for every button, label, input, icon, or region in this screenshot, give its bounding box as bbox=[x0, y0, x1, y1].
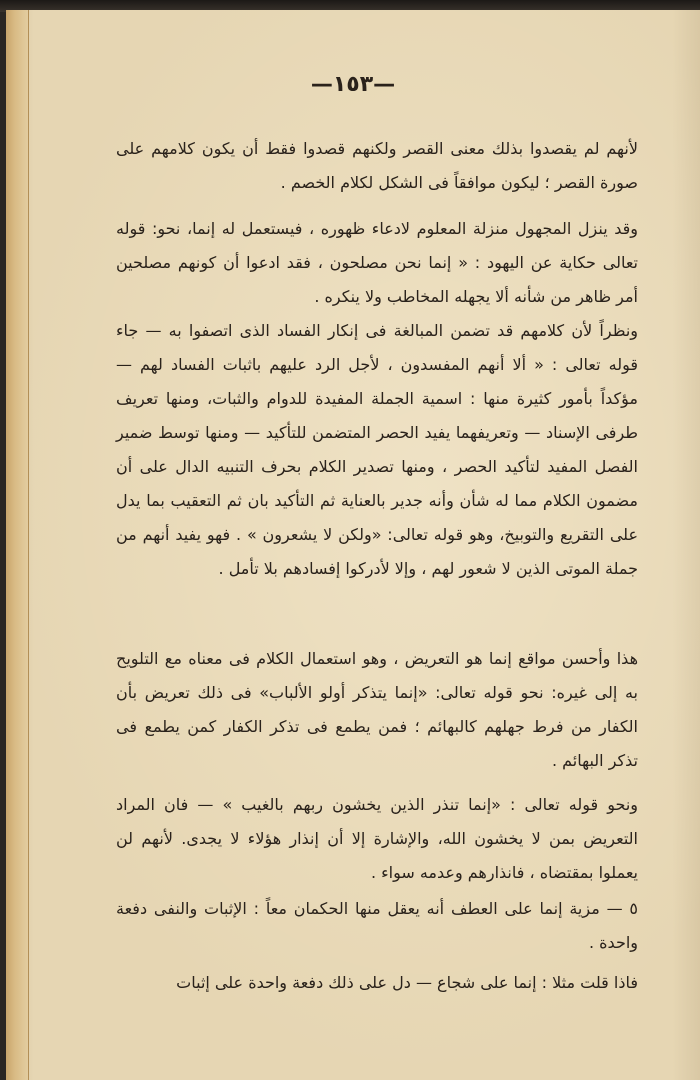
page-number: —١٥٣— bbox=[310, 72, 396, 97]
paragraph-1: لأنهم لم يقصدوا بذلك معنى القصر ولكنهم قصدوا فقط أن يكون كلامهم على صورة القصر ؛ ليكون موافقاً فى الشكل لكلام الخصم . bbox=[116, 139, 638, 192]
book-binding-edge bbox=[6, 10, 29, 1080]
paragraph-5: ونحو قوله تعالى : «إنما تنذر الذين يخشون ربهم بالغيب » — فان المراد التعريض بمن لا يخشون الله، والإشارة إلا أن إنذار هؤلاء لا يجدى. لأنهم لن يعملوا بمقتضاه ، فانذارهم وعدمه سواء . bbox=[116, 795, 638, 882]
paragraph-2: وقد ينزل المجهول منزلة المعلوم لادعاء ظهوره ، فيستعمل له إنما، نحو: قوله تعالى حكاية عن اليهود : « إنما نحن مصلحون ، فقد ادعوا أن كونهم مصلحين أمر ظاهر من شأنه ألا يجهله المخاطب ولا ينكره . bbox=[116, 219, 638, 306]
book-page bbox=[6, 10, 700, 1080]
paragraph-7: فاذا قلت مثلا : إنما على شجاع — دل على ذلك دفعة واحدة على إثبات bbox=[176, 973, 638, 992]
paragraph-3: ونظراً لأن كلامهم قد تضمن المبالغة فى إنكار الفساد الذى اتصفوا به — جاء قوله تعالى : « ألا أنهم المفسدون ، لأجل الرد عليهم باثبات الفساد لهم — مؤكداً بأمور كثيرة منها : اسمية الجملة المفيدة للدوام والثبات، ومنها تعريف طرفى الإسناد — وتعريفهما يفيد الحصر المتضمن للتأكيد — ومنها توسط ضمير الفصل المفيد لتأكيد الحصر ، ومنها تصدير الكلام بحرف التنبيه الدال على أن مضمون الكلام مما له شأن وأنه جدير بالعناية ثم التأكيد بان ثم التعقيب بما يدل على التقريع والتوبيخ، وهو قوله تعالى: «ولكن لا يشعرون » . فهو يفيد أنهم من جملة الموتى الذين لا شعور لهم ، وإلا لأدركوا إفسادهم بلا تأمل . bbox=[116, 321, 638, 578]
paragraph-4: هذا وأحسن مواقع إنما هو التعريض ، وهو استعمال الكلام فى معناه مع التلويح به إلى غيره: نحو قوله تعالى: «إنما يتذكر أولو الألباب» فى ذلك تعريض بأن الكفار من فرط جهلهم كالبهائم ؛ فمن يطمع فى تذكر الكفار كمن يطمع فى تذكر البهائم . bbox=[116, 649, 638, 770]
paragraph-6: ٥ — مزية إنما على العطف أنه يعقل منها الحكمان معاً : الإثبات والنفى دفعة واحدة . bbox=[116, 899, 638, 952]
